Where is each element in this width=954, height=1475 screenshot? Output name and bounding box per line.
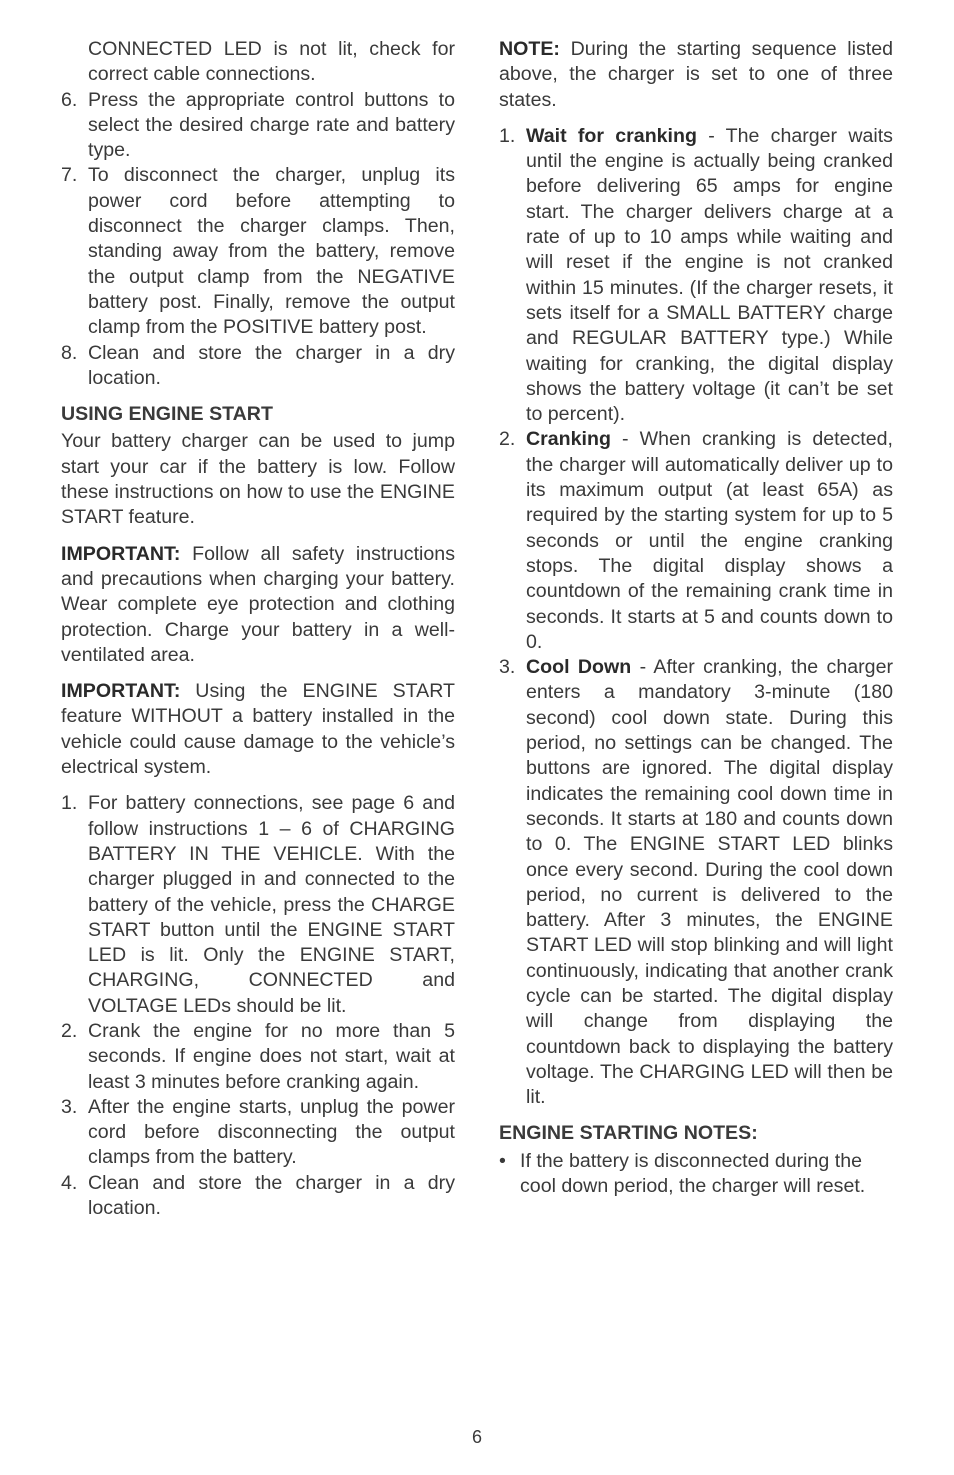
state-description: - After cranking, the charger enters a mandatory 3-minute (180 second) cool down state. During this period, no settings can be changed. The buttons are ignored. The digital display indicates the remaining cool down time in seconds. It starts at 180 and counts down to 0. The ENGINE START LED blinks once every second. During the cool down period, no current is delivered to the battery. After 3 minutes, the ENGINE START LED will stop blinking and will light continuously, indicating that another crank cycle can be started. The digital display will change from displaying the countdown back to displaying the battery voltage. The CHARGING LED will then be lit. bbox=[526, 656, 893, 1109]
state-label: Cool Down bbox=[526, 656, 632, 679]
note-paragraph bbox=[499, 37, 893, 113]
important-warning-paragraph bbox=[61, 679, 455, 780]
state-label: Wait for cranking bbox=[526, 124, 697, 147]
important-text: Using the ENGINE START feature WITHOUT a battery installed in the vehicle could cause damage to the vehicle’s electrical system. bbox=[61, 680, 455, 779]
important-label: IMPORTANT: bbox=[61, 680, 181, 703]
step-number: 3. bbox=[61, 1095, 78, 1118]
disconnect-steps-list bbox=[61, 88, 455, 392]
note-label: NOTE: bbox=[499, 38, 560, 60]
list-item bbox=[499, 427, 893, 655]
list-item bbox=[61, 1019, 455, 1095]
important-safety-paragraph bbox=[61, 542, 455, 668]
step-text: For battery connections, see page 6 and follow instructions 1 – 6 of CHARGING BATTERY IN THE VEHICLE. With the charger plugged in and connected to the battery of the vehicle, press the CHARGE START button until the ENGINE START LED is lit. Only the ENGINE START, CHARGING, CONNECTED and VOLTAGE LEDs should be lit. bbox=[88, 792, 455, 1017]
step-text: Clean and store the charger in a dry location. bbox=[88, 1171, 455, 1220]
list-item bbox=[499, 1149, 893, 1200]
step-text: To disconnect the charger, unplug its power cord before attempting to disconnect the charger clamps. Then, standing away from the battery, remove the output clamp from the NEGATIVE battery post. Finally, remove the output clamp from the POSITIVE battery post. bbox=[88, 164, 455, 339]
list-item bbox=[61, 88, 455, 164]
list-item bbox=[61, 341, 455, 392]
right-column bbox=[499, 37, 893, 1199]
list-item bbox=[61, 791, 455, 1019]
section-heading: USING ENGINE START bbox=[61, 403, 273, 426]
state-description: - The charger waits until the engine is actually being cranked before delivering 65 amps for engine start. The charger delivers charge at a rate of up to 10 amps while waiting and will reset if the engine is not cranked within 15 minutes. (If the charger resets, it sets itself for a SMALL BATTERY charge and REGULAR BATTERY type.) While waiting for cranking, the digital display shows the battery voltage (it can’t be set to percent). bbox=[526, 124, 893, 426]
note-bullet-text: If the battery is disconnected during the cool down period, the charger will reset. bbox=[520, 1149, 866, 1198]
step-text: After the engine starts, unplug the power cord before disconnecting the output clamps from the battery. bbox=[88, 1095, 455, 1169]
important-label: IMPORTANT: bbox=[61, 542, 181, 565]
notes-list bbox=[499, 1149, 893, 1200]
list-item bbox=[61, 1171, 455, 1222]
intro-paragraph: Your battery charger can be used to jump start your car if the battery is low. Follow these instructions on how to use the ENGINE START feature. bbox=[61, 430, 455, 529]
important-text: Follow all safety instructions and precautions when charging your battery. Wear complete eye protection and clothing protection. Charge your battery in a well-ventilated area. bbox=[61, 542, 455, 666]
list-item bbox=[61, 1095, 455, 1171]
list-item bbox=[499, 124, 893, 428]
step-number: 6. bbox=[61, 88, 78, 111]
state-description: - When cranking is detected, the charger will automatically deliver up to its maximum output (at least 65A) as required by the starting system for up to 5 seconds or until the engine cranking stops. The digital display shows a countdown of the remaining crank time in seconds. It starts at 5 and counts down to 0. bbox=[526, 428, 893, 653]
step-number: 8. bbox=[61, 341, 78, 364]
left-column bbox=[61, 37, 455, 1232]
state-number: 1. bbox=[499, 124, 516, 147]
step-text: Clean and store the charger in a dry location. bbox=[88, 341, 455, 389]
list-item bbox=[499, 655, 893, 1110]
step-text: Press the appropriate control buttons to select the desired charge rate and battery type. bbox=[88, 88, 455, 162]
note-text: During the starting sequence listed above, the charger is set to one of three states. bbox=[499, 38, 893, 111]
step-number: 1. bbox=[61, 792, 78, 815]
notes-heading: ENGINE STARTING NOTES: bbox=[499, 1122, 758, 1145]
state-text bbox=[526, 124, 893, 428]
step-text: Crank the engine for no more than 5 seconds. If engine does not start, wait at least 3 minutes before cranking again. bbox=[88, 1019, 455, 1093]
continued-text: CONNECTED LED is not lit, check for correct cable connections. bbox=[88, 38, 455, 86]
state-label: Cranking bbox=[526, 428, 611, 451]
engine-start-steps-list bbox=[61, 791, 455, 1221]
state-text bbox=[526, 655, 893, 1110]
list-item bbox=[61, 163, 455, 340]
bullet-icon: • bbox=[499, 1149, 506, 1172]
charger-states-list bbox=[499, 124, 893, 1111]
page-number: 6 bbox=[471, 1427, 482, 1447]
state-number: 2. bbox=[499, 428, 516, 451]
state-number: 3. bbox=[499, 656, 516, 679]
step-number: 4. bbox=[61, 1171, 78, 1194]
step-number: 7. bbox=[61, 164, 78, 187]
step-number: 2. bbox=[61, 1019, 78, 1042]
state-text bbox=[526, 427, 893, 655]
